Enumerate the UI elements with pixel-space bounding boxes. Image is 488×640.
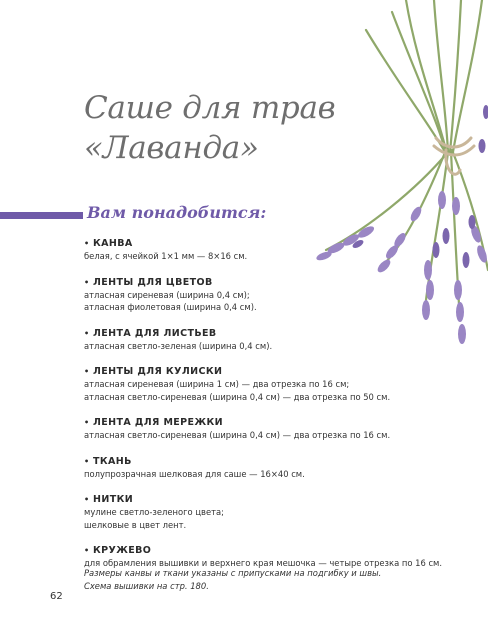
bullet-icon: • xyxy=(84,367,90,376)
item-description: атласная светло-сиреневая (ширина 0,4 см) — два отрезка по 16 см. xyxy=(84,430,391,440)
item-heading: ЛЕНТЫ ДЛЯ ЦВЕТОВ xyxy=(93,276,213,288)
item-description: белая, с ячейкой 1×1 мм — 8×16 см. xyxy=(84,251,248,261)
list-item xyxy=(84,276,414,314)
item-description: атласная фиолетовая (ширина 0,4 см). xyxy=(84,302,257,312)
item-description: шелковые в цвет лент. xyxy=(84,519,187,530)
item-description: атласная сиреневая (ширина 1 см) — два отрезка по 16 см; xyxy=(84,379,350,389)
footnote-line-1: Размеры канвы и ткани указаны с припусками на подгибку и швы. xyxy=(84,568,382,578)
item-description: мулине светло-зеленого цвета; xyxy=(84,507,224,517)
page-title-line-2: «Лаванда» xyxy=(84,130,259,166)
item-description: для обрамления вышивки и верхнего края мешочка — четыре отрезка по 16 см. xyxy=(84,558,443,568)
footnote-line-2: Схема вышивки на стр. 180. xyxy=(84,580,209,591)
bullet-icon: • xyxy=(84,239,90,248)
list-item xyxy=(84,327,414,353)
list-item xyxy=(84,493,414,531)
section-title: Вам понадобится: xyxy=(87,203,267,222)
page-number: 62 xyxy=(50,591,63,602)
footnote xyxy=(84,567,414,592)
bullet-icon: • xyxy=(84,418,90,427)
item-heading: ЛЕНТА ДЛЯ ЛИСТЬЕВ xyxy=(93,327,217,339)
list-item xyxy=(84,416,414,442)
item-heading: ЛЕНТА ДЛЯ МЕРЕЖКИ xyxy=(93,417,223,428)
bullet-icon: • xyxy=(84,328,90,338)
item-description: полупрозрачная шелковая для саше — 16×40 см. xyxy=(84,468,305,479)
list-item xyxy=(84,544,443,570)
item-description: атласная светло-зеленая (ширина 0,4 см). xyxy=(84,340,273,351)
item-heading: ТКАНЬ xyxy=(93,455,132,467)
item-heading: ЛЕНТЫ ДЛЯ КУЛИСКИ xyxy=(93,366,223,377)
bullet-icon: • xyxy=(84,277,90,287)
bullet-icon: • xyxy=(84,495,90,504)
item-heading: НИТКИ xyxy=(93,494,134,505)
page-title xyxy=(84,88,336,168)
item-description: атласная светло-сиреневая (ширина 0,4 см) — два отрезка по 50 см. xyxy=(84,391,391,402)
item-heading: КАНВА xyxy=(93,238,133,249)
item-description: атласная сиреневая (ширина 0,4 см); xyxy=(84,289,250,300)
page-title-line-1: Саше для трав xyxy=(84,90,336,126)
list-item xyxy=(84,455,414,481)
materials-list xyxy=(84,237,443,583)
bullet-icon: • xyxy=(84,546,90,555)
list-item xyxy=(84,365,414,403)
list-item xyxy=(84,237,414,263)
section-accent-bar xyxy=(0,212,83,219)
bullet-icon: • xyxy=(84,456,90,466)
item-heading: КРУЖЕВО xyxy=(93,545,152,556)
